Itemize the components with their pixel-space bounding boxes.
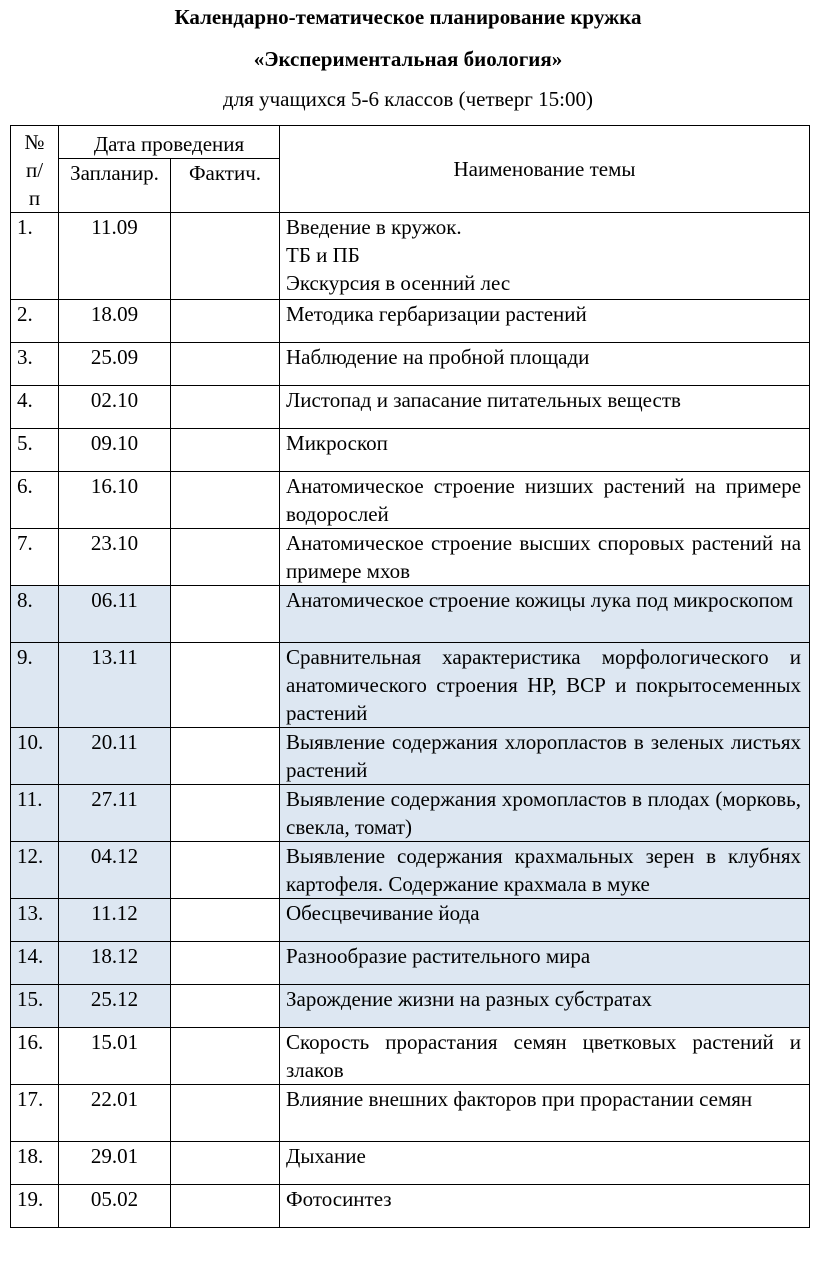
table-row [11,785,810,842]
row-number: 14. [11,942,59,985]
topic-name: Влияние внешних факторов при прорастании семян [280,1085,810,1142]
topic-name: Скорость прорастания семян цветковых растений и злаков [280,1028,810,1085]
topic-name: Анатомическое строение низших растений на примере водорослей [280,472,810,529]
topic-name: Анатомическое строение кожицы лука под микроскопом [280,586,810,643]
actual-date [171,429,280,472]
topic-name: Выявление содержания хромопластов в плодах (морковь, свекла, томат) [280,785,810,842]
actual-date [171,1085,280,1142]
row-number: 5. [11,429,59,472]
table-row [11,529,810,586]
header-planned-date: Запланир. [59,159,171,213]
table-row [11,586,810,643]
table-row [11,1085,810,1142]
schedule-table [10,125,810,1228]
planned-date: 11.12 [59,899,171,942]
topic-name: Методика гербаризации растений [280,300,810,343]
actual-date [171,785,280,842]
header-topic: Наименование темы [280,126,810,213]
row-number: 2. [11,300,59,343]
topic-name: Анатомическое строение высших споровых растений на примере мхов [280,529,810,586]
table-row [11,386,810,429]
planned-date: 09.10 [59,429,171,472]
actual-date [171,1142,280,1185]
row-number: 15. [11,985,59,1028]
planned-date: 18.12 [59,942,171,985]
actual-date [171,300,280,343]
table-row [11,899,810,942]
header-date-group: Дата проведения [59,126,280,159]
topic-name: Обесцвечивание йода [280,899,810,942]
actual-date [171,1185,280,1228]
row-number: 3. [11,343,59,386]
row-number: 10. [11,728,59,785]
planned-date: 22.01 [59,1085,171,1142]
topic-name: Наблюдение на пробной площади [280,343,810,386]
planned-date: 05.02 [59,1185,171,1228]
table-row [11,985,810,1028]
table-row [11,643,810,728]
actual-date [171,386,280,429]
table-row [11,1028,810,1085]
header-actual-date: Фактич. [171,159,280,213]
topic-name: Зарождение жизни на разных субстратах [280,985,810,1028]
topic-name: Листопад и запасание питательных веществ [280,386,810,429]
document-title: Календарно-тематическое планирование кружка [174,5,642,29]
actual-date [171,899,280,942]
table-row [11,300,810,343]
planned-date: 29.01 [59,1142,171,1185]
actual-date [171,213,280,300]
table-row [11,1185,810,1228]
planned-date: 23.10 [59,529,171,586]
topic-name: Выявление содержания хлоропластов в зеленых листьях растений [280,728,810,785]
topic-name: Разнообразие растительного мира [280,942,810,985]
row-number: 16. [11,1028,59,1085]
row-number: 17. [11,1085,59,1142]
actual-date [171,728,280,785]
topic-name: Введение в кружок. ТБ и ПБ Экскурсия в осенний лес [280,213,810,300]
planned-date: 06.11 [59,586,171,643]
table-row [11,429,810,472]
table-row [11,842,810,899]
row-number: 11. [11,785,59,842]
topic-name: Выявление содержания крахмальных зерен в клубнях картофеля. Содержание крахмала в муке [280,842,810,899]
row-number: 6. [11,472,59,529]
row-number: 12. [11,842,59,899]
actual-date [171,942,280,985]
topic-name: Микроскоп [280,429,810,472]
document-title-club-name: «Экспериментальная биология» [253,47,563,71]
row-number: 19. [11,1185,59,1228]
planned-date: 15.01 [59,1028,171,1085]
document-subtitle: для учащихся 5-6 классов (четверг 15:00) [223,87,593,111]
topic-name: Дыхание [280,1142,810,1185]
actual-date [171,1028,280,1085]
header-number [11,126,59,213]
row-number: 8. [11,586,59,643]
table-row [11,1142,810,1185]
planned-date: 20.11 [59,728,171,785]
row-number: 18. [11,1142,59,1185]
planned-date: 02.10 [59,386,171,429]
table-row [11,343,810,386]
row-number: 4. [11,386,59,429]
row-number: 9. [11,643,59,728]
actual-date [171,842,280,899]
row-number: 13. [11,899,59,942]
table-row [11,472,810,529]
row-number: 1. [11,213,59,300]
header-number-label: № п/ п [24,130,45,210]
planned-date: 11.09 [59,213,171,300]
actual-date [171,472,280,529]
planned-date: 25.09 [59,343,171,386]
actual-date [171,985,280,1028]
row-number: 7. [11,529,59,586]
actual-date [171,586,280,643]
actual-date [171,529,280,586]
table-row [11,213,810,300]
actual-date [171,643,280,728]
planned-date: 27.11 [59,785,171,842]
table-row [11,942,810,985]
planned-date: 16.10 [59,472,171,529]
planned-date: 04.12 [59,842,171,899]
table-row [11,728,810,785]
planned-date: 13.11 [59,643,171,728]
planned-date: 25.12 [59,985,171,1028]
topic-name: Сравнительная характеристика морфологического и анатомического строения НР, ВСР и покрытосеменных растений [280,643,810,728]
planned-date: 18.09 [59,300,171,343]
actual-date [171,343,280,386]
topic-name: Фотосинтез [280,1185,810,1228]
